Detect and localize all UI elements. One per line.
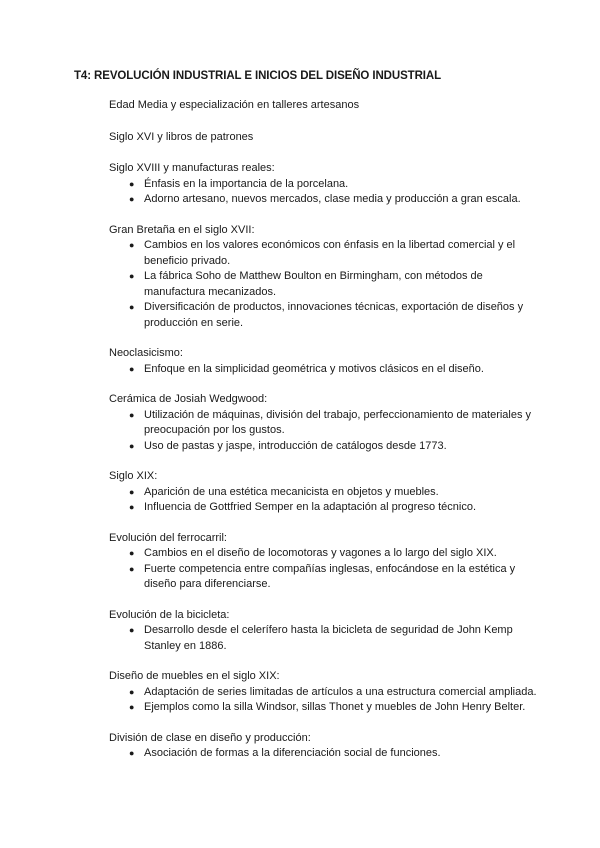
bullet-text: Énfasis en la importancia de la porcelana. [144, 177, 349, 190]
bullet-list [109, 238, 539, 331]
bullet-item [109, 238, 539, 269]
bullet-dot-icon: ● [129, 748, 135, 758]
section [109, 608, 539, 655]
bullet-dot-icon: ● [129, 409, 135, 420]
bullet-item [109, 623, 539, 654]
bullet-item [109, 192, 539, 208]
bullet-list [109, 623, 539, 654]
section-heading: Diseño de muebles en el siglo XIX: [109, 670, 280, 682]
bullet-text: Aparición de una estética mecanicista en objetos y muebles. [144, 485, 439, 498]
bullet-item [109, 439, 539, 455]
bullet-list [109, 362, 539, 378]
bullet-text: Adaptación de series limitadas de artículos a una estructura comercial ampliada. [144, 685, 537, 698]
bullet-dot-icon: ● [129, 302, 135, 312]
section-heading: Siglo XIX: [109, 470, 158, 482]
bullet-list [109, 546, 539, 593]
bullet-item [109, 300, 539, 331]
bullet-dot-icon: ● [129, 625, 135, 635]
bullet-item [109, 269, 539, 300]
bullet-dot-icon: ● [129, 194, 135, 204]
document-body [109, 98, 539, 777]
bullet-item [109, 700, 539, 716]
bullet-item [109, 485, 539, 501]
bullet-item [109, 685, 539, 701]
section [109, 392, 539, 454]
page-title: T4: REVOLUCIÓN INDUSTRIAL E INICIOS DEL DISEÑO INDUSTRIAL [74, 70, 442, 82]
bullet-dot-icon: ● [129, 563, 135, 574]
intro-line: Siglo XVI y libros de patrones [109, 130, 254, 143]
section [109, 469, 539, 516]
bullet-item [109, 746, 539, 762]
bullet-list [109, 746, 539, 762]
bullet-dot-icon: ● [129, 548, 135, 558]
bullet-text: Cambios en el diseño de locomotoras y vagones a lo largo del siglo XIX. [144, 547, 497, 559]
section [109, 669, 539, 716]
bullet-text: Diversificación de productos, innovaciones técnicas, exportación de diseños y producción en serie. [144, 301, 524, 329]
section-heading: Siglo XVIII y manufacturas reales: [109, 162, 275, 174]
bullet-dot-icon: ● [129, 178, 135, 189]
bullet-item [109, 546, 539, 562]
section-heading: Gran Bretaña en el siglo XVII: [109, 223, 255, 236]
bullet-list [109, 685, 539, 716]
bullet-text: Desarrollo desde el celerífero hasta la bicicleta de seguridad de John Kemp Stanley en 1886. [144, 624, 513, 652]
section-heading: Cerámica de Josiah Wedgwood: [109, 393, 268, 405]
section [109, 223, 539, 332]
bullet-text: Utilización de máquinas, división del trabajo, perfeccionamiento de materiales y preocupación por los gustos. [144, 408, 532, 436]
bullet-dot-icon: ● [129, 271, 135, 281]
section [109, 531, 539, 593]
bullet-text: Uso de pastas y jaspe, introducción de catálogos desde 1773. [144, 439, 447, 452]
bullet-dot-icon: ● [129, 702, 135, 712]
bullet-text: Influencia de Gottfried Semper en la adaptación al progreso técnico. [144, 501, 477, 513]
bullet-list [109, 485, 539, 516]
sections-container [109, 161, 539, 762]
section [109, 161, 539, 208]
bullet-dot-icon: ● [129, 440, 135, 451]
section-heading: Evolución del ferrocarril: [109, 531, 227, 544]
section [109, 346, 539, 377]
section-heading: División de clase en diseño y producción: [109, 731, 311, 744]
bullet-dot-icon: ● [129, 502, 135, 512]
bullet-dot-icon: ● [129, 486, 135, 497]
bullet-item [109, 562, 539, 593]
bullet-text: Cambios en los valores económicos con énfasis en la libertad comercial y el beneficio privado. [144, 239, 516, 267]
bullet-list [109, 177, 539, 208]
section-heading: Evolución de la bicicleta: [109, 608, 230, 621]
bullet-text: Ejemplos como la silla Windsor, sillas Thonet y muebles de John Henry Belter. [144, 701, 526, 713]
bullet-text: Fuerte competencia entre compañías inglesas, enfocándose en la estética y diseño para diferenciarse. [144, 562, 516, 590]
bullet-dot-icon: ● [129, 686, 135, 697]
bullet-list [109, 408, 539, 455]
bullet-text: Adorno artesano, nuevos mercados, clase media y producción a gran escala. [144, 193, 521, 205]
bullet-dot-icon: ● [129, 363, 135, 374]
bullet-dot-icon: ● [129, 240, 135, 250]
bullet-text: Enfoque en la simplicidad geométrica y motivos clásicos en el diseño. [144, 362, 484, 375]
bullet-text: La fábrica Soho de Matthew Boulton en Birmingham, con métodos de manufactura mecanizados. [144, 270, 483, 298]
bullet-item [109, 177, 539, 193]
bullet-item [109, 408, 539, 439]
bullet-item [109, 362, 539, 378]
section [109, 731, 539, 762]
bullet-text: Asociación de formas a la diferenciación social de funciones. [144, 747, 441, 759]
section-heading: Neoclasicismo: [109, 347, 183, 359]
intro-line: Edad Media y especialización en talleres artesanos [109, 99, 360, 111]
bullet-item [109, 500, 539, 516]
